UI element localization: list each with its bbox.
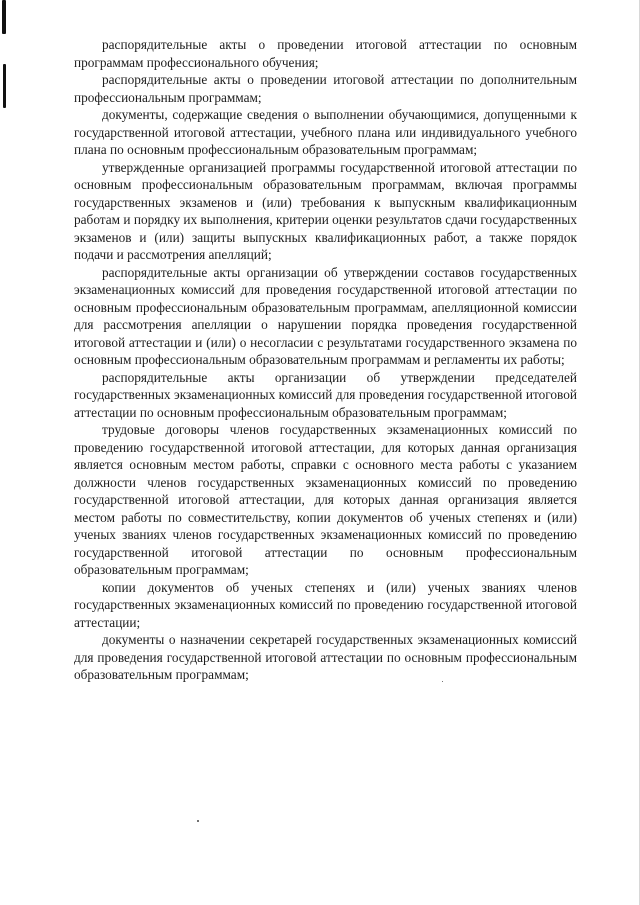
scan-binding-mark-top <box>2 0 6 34</box>
paragraph-8: копии документов об ученых степенях и (или) ученых званиях членов государственных экзаменационных комиссий по проведению государственной итоговой аттестации; <box>74 579 577 630</box>
scan-binding-mark-middle <box>3 64 6 108</box>
paragraph-5: распорядительные акты организации об утверждении составов государственных экзаменационных комиссий для проведения государственной итоговой аттестации по основным профессиональным образовательным программам, апелляционной комиссии для рассмотрения апелляции о нарушении порядка проведения государственной итоговой аттестации и (или) о несогласии с результатами государственного экзамена по основным профессиональным образовательным программам и регламенты их работы; <box>74 264 577 367</box>
paragraph-9: документы о назначении секретарей государственных экзаменационных комиссий для проведения государственной итоговой аттестации по основным профессиональным образовательным программам; <box>74 632 577 682</box>
paragraph-3: документы, содержащие сведения о выполнении обучающимися, допущенными к государственной итоговой аттестации, учебного плана или индивидуального учебного плана по основным профессиональным образовательным программам; <box>74 107 577 157</box>
paragraph-2: распорядительные акты о проведении итоговой аттестации по дополнительным профессиональным программам; <box>74 72 577 105</box>
scan-speck <box>197 820 199 822</box>
paragraph-4: утвержденные организацией программы государственной итоговой аттестации по основным профессиональным образовательным программам, включая программы государственных экзаменов и (или) требования к выпускным квалификационным работам и порядку их выполнения, критерии оценки результатов сдачи государственных экзаменов и (или) защиты выпускных квалификационных работ, а также порядок подачи и рассмотрения апелляций; <box>74 159 577 262</box>
paragraph-6: распорядительные акты организации об утверждении председателей государственных экзаменационных комиссий для проведения государственной итоговой аттестации по основным профессиональным образовательным программам; <box>74 369 577 420</box>
paragraph-1: распорядительные акты о проведении итоговой аттестации по основным программам профессионального обучения; <box>74 37 577 70</box>
document-body <box>74 36 577 684</box>
paragraph-7: трудовые договоры членов государственных экзаменационных комиссий по проведению государственной итоговой аттестации, для которых данная организация является основным местом работы, справки с основного места работы с указанием должности членов государственных экзаменационных комиссий по проведению государственной итоговой аттестации, для которых данная организация является местом работы по совместительству, копии документов об ученых степенях и (или) ученых званиях членов государственных экзаменационных комиссий по проведению государственной итоговой аттестации по основным профессиональным образовательным программам; <box>74 422 577 577</box>
